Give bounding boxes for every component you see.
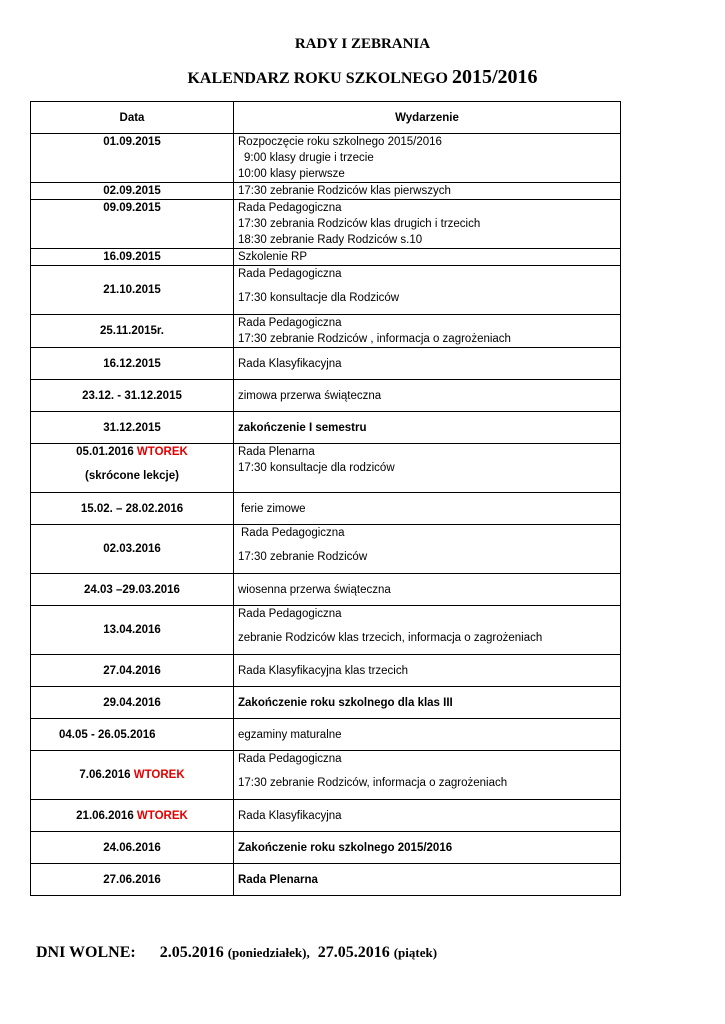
table-row [31,249,621,266]
row-date [31,444,234,493]
table-row [31,444,621,493]
row-event [234,249,621,266]
event-line: 9:00 klasy drugie i trzecie [244,152,374,164]
row-event [234,266,621,315]
event-line: 17:30 zebrania Rodziców klas drugich i trzecich [238,218,481,230]
event-line: 17:30 zebranie Rodziców [238,551,368,563]
event-line: Rada Pedagogiczna [238,317,342,329]
date-text: 21.10.2015 [103,284,161,296]
event-line: Szkolenie RP [238,251,308,263]
event-line: Rada Pedagogiczna [238,268,342,280]
event-line: zakończenie I semestru [238,421,367,434]
event-line: Zakończenie roku szkolnego 2015/2016 [238,841,453,854]
row-event [234,751,621,800]
table-row [31,315,621,348]
event-line: Rada Klasyfikacyjna klas trzecich [238,664,409,677]
row-date [31,687,234,719]
event-line: Rada Pedagogiczna [238,753,342,765]
date-text: 21.06.2016 [76,809,134,822]
table-header-row [31,102,621,134]
date-text: 09.09.2015 [103,202,161,214]
date-text: 01.09.2015 [103,136,161,148]
date-text: 29.04.2016 [103,696,161,709]
row-event [234,200,621,249]
weekday-flag: WTOREK [136,446,188,458]
event-line: Zakończenie roku szkolnego dla klas III [238,696,453,709]
date-text: 15.02. – 28.02.2016 [80,502,184,515]
document-subtitle [0,66,725,89]
row-date [31,412,234,444]
date-text: 24.03 –29.03.2016 [84,583,180,596]
row-date [31,315,234,348]
table-row [31,380,621,412]
row-date [31,380,234,412]
row-date [31,751,234,800]
row-date [31,719,234,751]
event-line: Rada Pedagogiczna [241,527,345,539]
row-event [234,525,621,574]
row-event [234,864,621,896]
date-text: 27.06.2016 [103,873,161,886]
row-date [31,183,234,200]
date-text: 31.12.2015 [103,421,161,434]
date-text: 27.04.2016 [103,664,161,677]
header-date: Data [31,102,234,134]
row-event [234,655,621,687]
days-off-date: 27.05.2016 [317,944,390,961]
date-note: (skrócone lekcje) [85,470,179,482]
table-row [31,800,621,832]
row-event [234,315,621,348]
header-event: Wydarzenie [234,102,621,134]
row-event [234,348,621,380]
table-row [31,832,621,864]
row-date [31,249,234,266]
date-text: 04.05 - 26.05.2016 [59,728,156,741]
row-event [234,493,621,525]
table-row [31,687,621,719]
row-date [31,832,234,864]
table-row [31,493,621,525]
table-row [31,266,621,315]
date-text: 16.09.2015 [103,251,161,263]
event-line: 17:30 zebranie Rodziców klas pierwszych [238,185,451,197]
table-row [31,864,621,896]
calendar-table [30,101,621,896]
row-date [31,200,234,249]
event-line: 10:00 klasy pierwsze [238,168,345,180]
table-row [31,200,621,249]
event-line: Rada Pedagogiczna [238,608,342,620]
table-row [31,348,621,380]
days-off-note: (piątek) [393,945,438,960]
date-text: 23.12. - 31.12.2015 [82,389,182,402]
row-event [234,606,621,655]
row-event [234,183,621,200]
event-line: 17:30 zebranie Rodziców , informacja o zagrożeniach [238,333,511,345]
row-event [234,134,621,183]
weekday-flag: WTOREK [136,809,188,822]
row-event [234,687,621,719]
event-line: Rada Plenarna [238,446,315,458]
days-off-line [36,944,437,962]
event-line: 17:30 konsultacje dla rodziców [238,462,395,474]
subtitle-year: 2015/2016 [451,66,538,88]
event-line: zebranie Rodziców klas trzecich, informacja o zagrożeniach [238,632,543,644]
row-event [234,444,621,493]
row-date [31,574,234,606]
table-row [31,655,621,687]
event-line: Rada Klasyfikacyjna [238,357,342,370]
row-date [31,655,234,687]
row-event [234,832,621,864]
event-line: 18:30 zebranie Rady Rodziców s.10 [238,234,423,246]
date-text: 16.12.2015 [103,357,161,370]
row-date [31,493,234,525]
date-text: 05.01.2016 [76,446,134,458]
event-line: 17:30 zebranie Rodziców, informacja o zagrożeniach [238,777,508,789]
table-row [31,719,621,751]
row-date [31,606,234,655]
days-off-note: (poniedziałek), [227,945,310,960]
event-line: Rozpoczęcie roku szkolnego 2015/2016 [238,136,442,148]
row-event [234,800,621,832]
row-event [234,719,621,751]
date-text: 13.04.2016 [103,624,161,636]
days-off-label: DNI WOLNE: [36,944,136,961]
row-date [31,266,234,315]
row-date [31,348,234,380]
date-text: 02.03.2016 [103,543,161,555]
table-row [31,134,621,183]
table-row [31,525,621,574]
event-line: egzaminy maturalne [238,728,342,741]
event-line: zimowa przerwa świąteczna [238,389,382,402]
table-row [31,606,621,655]
date-text: 24.06.2016 [103,841,161,854]
row-date [31,864,234,896]
table-row [31,412,621,444]
date-text: 25.11.2015r. [100,325,164,337]
event-line: Rada Klasyfikacyjna [238,809,342,822]
row-event [234,412,621,444]
row-event [234,380,621,412]
row-date [31,134,234,183]
days-off-date: 2.05.2016 [159,944,224,961]
weekday-flag: WTOREK [133,769,185,781]
date-text: 02.09.2015 [103,185,161,197]
row-date [31,800,234,832]
row-date [31,525,234,574]
event-line: ferie zimowe [241,502,306,515]
table-row [31,183,621,200]
date-text: 7.06.2016 [79,769,131,781]
document-title: RADY I ZEBRANIA [294,36,431,52]
event-line: wiosenna przerwa świąteczna [238,583,391,596]
row-event [234,574,621,606]
event-line: 17:30 konsultacje dla Rodziców [238,292,400,304]
table-row [31,574,621,606]
event-line: Rada Pedagogiczna [238,202,342,214]
event-line: Rada Plenarna [238,873,318,886]
subtitle-text: KALENDARZ ROKU SZKOLNEGO [187,70,448,87]
table-row [31,751,621,800]
